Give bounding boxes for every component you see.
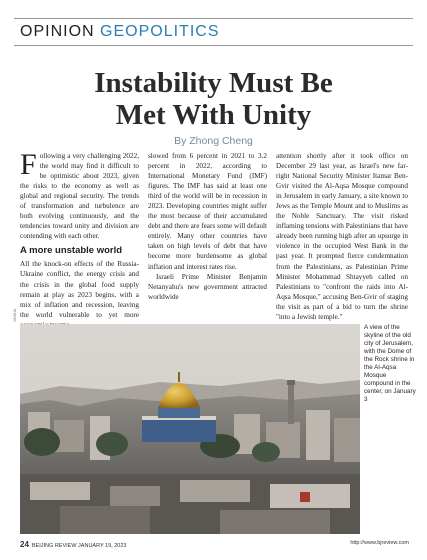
top-rule bbox=[14, 18, 413, 19]
section-secondary: GEOPOLITICS bbox=[100, 23, 220, 40]
article-title-line2: Met With Unity bbox=[115, 99, 312, 131]
article-column-2 bbox=[148, 151, 267, 302]
jerusalem-skyline-photo bbox=[20, 324, 360, 534]
footer-url: http://www.bjreview.com bbox=[350, 540, 409, 546]
byline: By Zhong Cheng bbox=[174, 135, 253, 147]
paragraph: All the knock-on effects of the Russia-Ukraine conflict, the energy crisis and the crisis in the global food supply remain at play as 2023 begins, with a mix of inflation and recession, leaving the world vulnerable to yet more bbox=[20, 260, 139, 319]
article-column-1 bbox=[20, 148, 139, 340]
section-rule bbox=[14, 45, 413, 46]
photo-caption: A view of the skyline of the old city of Jerusalem, with the Dome of the Rock shrine in the Al-Aqsa Mosque compound in the center, on January 3 bbox=[364, 324, 416, 403]
paragraph: slowed from 6 percent in 2021 to 3.2 percent in 2022, according to International Monetary Fund (IMF) figures. The IMF has said at least one third of the world will be in recession in 2023. Developing countries might suffer the most because of their accumulated debt and there are fears some will default entirely. Many other countries have taken on high levels of debt that have become more burdensome as global inflation and interest rates rise. bbox=[148, 152, 267, 271]
photo-credit: XINHUA bbox=[13, 308, 17, 322]
drop-cap: F bbox=[20, 148, 37, 181]
paragraph: attention shortly after it took office on December 29 last year, as Israel's new far-right National Security Minister Itamar Ben-Gvir visited the Al-Aqsa Mosque compound in Jerusalem in early January, a site known to Jews as the Temple Mount and to Muslims as the Noble Sanctuary. The visit risked inflaming tensions with Palestinians that have already been running high after an upsurge in violence in the occupied West Bank in the past year. It prompted fierce condemnation from the Palestinians, as Palestinian Prime Minister Mohammad Shtayyeh called on Palestinians to "confront the raids into Al-Aqsa Mosque," accusing Ben-Gvir of staging the visit as part of a bid to turn the shrine "into a Jewish temple." bbox=[276, 152, 408, 321]
article-title-line1: Instability Must Be bbox=[94, 67, 333, 99]
page-number: 24 bbox=[20, 540, 29, 549]
footer-left bbox=[20, 540, 126, 549]
intro-text: ollowing a very challenging 2022, the world may find it difficult to be optimistic about 2023, given the risks to the economy as well as global and regional security. The trends of transformation and turbulence are both evolving continuously, and the tendencies toward unity and division are contending with each other. bbox=[20, 152, 139, 241]
publication-info: BEIJING REVIEW JANUARY 19, 2023 bbox=[31, 543, 127, 549]
paragraph: Israeli Prime Minister Benjamin Netanyahu's new government attracted worldwide bbox=[148, 272, 267, 301]
subheading: A more unstable world bbox=[20, 245, 123, 257]
intro-paragraph bbox=[20, 148, 139, 241]
section-primary: OPINION bbox=[20, 23, 95, 40]
section-header bbox=[20, 23, 219, 41]
article-column-3 bbox=[276, 151, 408, 322]
